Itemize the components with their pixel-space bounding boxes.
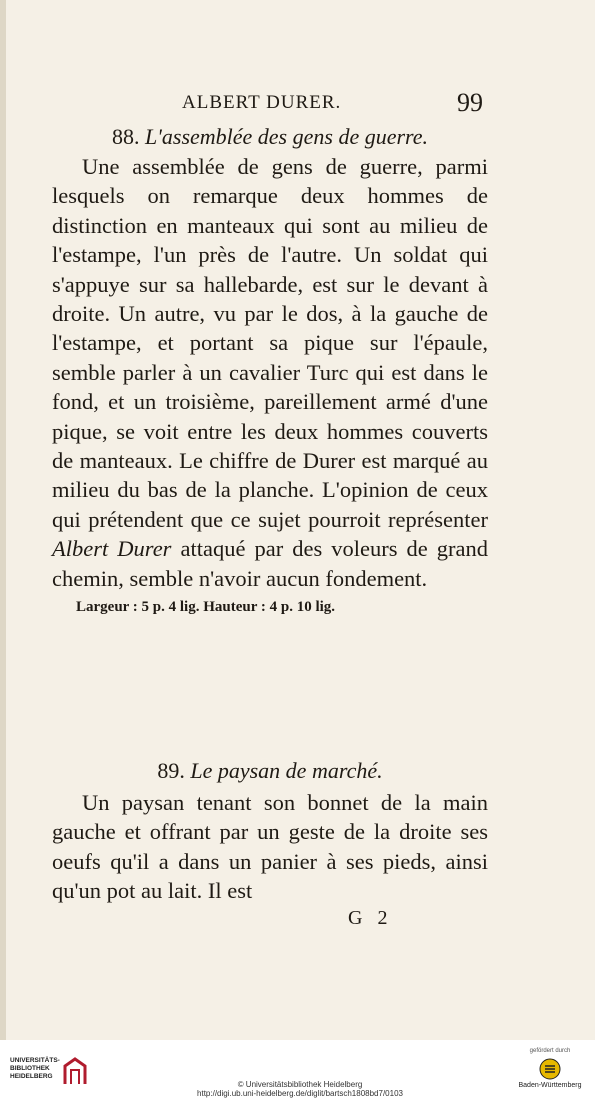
- state-emblem-icon: [539, 1058, 561, 1080]
- entry-number: 89.: [157, 758, 185, 783]
- library-logo: [10, 1056, 90, 1092]
- entry-description: [52, 788, 488, 906]
- entry-89: [52, 756, 488, 906]
- entry-title: L'assemblée des gens de guerre.: [144, 124, 429, 149]
- copyright-notice: © Universitätsbibliothek Heidelberg: [237, 1080, 363, 1089]
- entry-title: Le paysan de marché.: [190, 758, 383, 783]
- page-edge: [0, 0, 6, 1040]
- sponsor-label: gefördert durch: [529, 1048, 571, 1054]
- signature-mark: G 2: [348, 907, 393, 929]
- source-url[interactable]: http://digi.ub.uni-heidelberg.de/diglit/bartsch1808bd7/0103: [197, 1089, 403, 1098]
- description-text-end: attaqué par des voleurs de grand chemin, semble n'avoir aucun fondement.: [52, 536, 489, 591]
- description-text: Une assemblée de gens de guerre, parmi lesquels on remarque deux hommes de distinction en manteaux qui sont au milieu de l'estampe, l'un près de l'autre. Un soldat qui s'appuye sur sa hallebarde, est sur le devant à droite. Un autre, vu par le dos, à la gauche de l'estampe, et portant sa pique sur l'épaule, semble parler à un cavalier Turc qui est dans le fond, et un troisième, pareillement armé d'une pique, se voit entre les deux hommes couverts de manteaux. Le chiffre de Durer est marqué au milieu du bas de la planche. L'opinion de ceux qui prétendent que ce sujet pourroit représenter: [52, 154, 488, 532]
- library-name: UNIVERSITÄTS- BIBLIOTHEK HEIDELBERG: [10, 1057, 60, 1080]
- page-number: 99: [457, 88, 483, 117]
- entry-number: 88.: [111, 124, 140, 149]
- library-logo-icon: [62, 1056, 88, 1086]
- sponsor-block: [515, 1048, 585, 1089]
- entry-description: [52, 152, 488, 593]
- running-title: ALBERT DURER.: [182, 92, 342, 113]
- entry-heading: [52, 756, 488, 786]
- running-head: [0, 90, 595, 120]
- italic-name: Albert Durer: [52, 536, 172, 562]
- description-text: Un paysan tenant son bonnet de la main gauche et offrant par un geste de la droite ses oeufs qu'il a dans un panier à ses pieds, ainsi qu'un pot au lait. Il est: [52, 790, 488, 904]
- sponsor-name: Baden-Württemberg: [518, 1082, 582, 1089]
- entry-88: [52, 122, 488, 616]
- entry-heading: [52, 122, 488, 152]
- entry-dimensions: Largeur : 5 p. 4 lig. Hauteur : 4 p. 10 lig.: [76, 599, 336, 616]
- footer: [0, 1040, 595, 1100]
